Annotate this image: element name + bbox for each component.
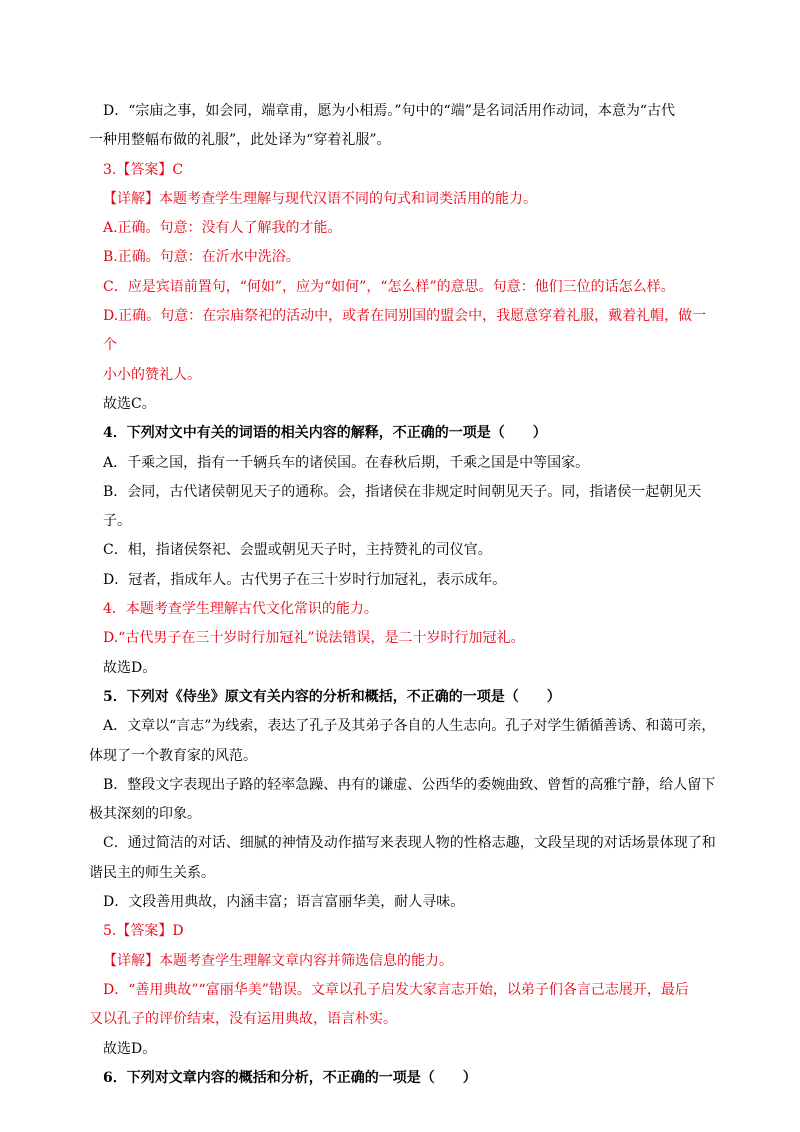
question-6: 6．下列对文章内容的概括和分析，不正确的一项是（ ） (103, 1069, 477, 1086)
option-d-line-1: D．“宗庙之事，如会同，端章甫，愿为小相焉。”句中的“端”是名词活用作动词，本意为“古代 (103, 103, 676, 119)
question-4: 4．下列对文中有关的词语的相关内容的解释，不正确的一项是（ ） (103, 425, 547, 442)
explanation-3-d-line-2: 小小的赞礼人。 (103, 366, 201, 383)
explanation-3-a: A.正确。句意：没有人了解我的才能。 (103, 220, 342, 237)
explanation-4-d: D.“古代男子在三十岁时行加冠礼”说法错误，是二十岁时行加冠礼。 (103, 630, 525, 647)
question-5-option-a-line-2: 体现了一个教育家的风范。 (89, 747, 257, 764)
conclusion-4: 故选D。 (103, 659, 157, 676)
explanation-4: 4．本题考查学生理解古代文化常识的能力。 (103, 601, 378, 618)
question-4-option-d: D．冠者，指成年人。古代男子在三十岁时行加冠礼，表示成年。 (103, 571, 507, 588)
question-4-option-b: B．会同，古代诸侯朝见天子的通称。会，指诸侯在非规定时间朝见天子。同，指诸侯一起朝见天子。 (103, 483, 702, 530)
explanation-3-d-line-1: D.正确。句意：在宗庙祭祀的活动中，或者在同别国的盟会中，我愿意穿着礼服，戴着礼帽，做一个 (103, 308, 707, 354)
conclusion-5: 故选D。 (103, 1040, 157, 1057)
explanation-3: 【详解】本题考查学生理解与现代汉语不同的句式和词类活用的能力。 (103, 190, 537, 207)
question-5-option-c-line-2: 谐民主的师生关系。 (89, 864, 215, 881)
question-5-option-d: D．文段善用典故，内涵丰富；语言富丽华美，耐人寻味。 (103, 894, 465, 911)
explanation-3-b: B.正确。句意：在沂水中洗浴。 (103, 249, 300, 266)
explanation-5: 【详解】本题考查学生理解文章内容并筛选信息的能力。 (103, 952, 453, 969)
conclusion-3: 故选C。 (103, 395, 156, 412)
explanation-5-d-line-1: D．“善用典故”“富丽华美”错误。文章以孔子启发大家言志开始，以弟子们各言己志展开，最后 (103, 981, 689, 998)
question-4-option-a: A．千乘之国，指有一千辆兵车的诸侯国。在春秋后期，千乘之国是中等国家。 (103, 454, 590, 471)
explanation-5-d-line-2: 又以孔子的评价结束，没有运用典故，语言朴实。 (89, 1011, 397, 1028)
question-5: 5．下列对《侍坐》原文有关内容的分析和概括，不正确的一项是（ ） (103, 688, 561, 705)
question-5-option-b-line-2: 极其深刻的印象。 (89, 806, 201, 823)
question-5-option-a-line-1: A．文章以“言志”为线索，表达了孔子及其弟子各自的人生志向。孔子对学生循循善诱、和蔼可亲， (103, 718, 716, 735)
answer-5: 5.【答案】D (103, 923, 184, 940)
explanation-3-c: C．应是宾语前置句，“何如”，应为“如何”，“怎么样”的意思。句意：他们三位的话怎么样。 (103, 278, 675, 295)
question-4-option-c: C．相，指诸侯祭祀、会盟或朝见天子时，主持赞礼的司仪官。 (103, 542, 492, 559)
question-5-option-b-line-1: B．整段文字表现出子路的轻率急躁、冉有的谦虚、公西华的委婉曲致、曾皙的高雅宁静，给人留下 (103, 776, 716, 793)
answer-3: 3.【答案】C (103, 161, 184, 178)
option-d-line-2: 一种用整幅布做的礼服”，此处译为“穿着礼服”。 (89, 132, 391, 149)
question-5-option-c-line-1: C．通过简洁的对话、细腻的神情及动作描写来表现人物的性格志趣，文段呈现的对话场景体现了和 (103, 835, 716, 852)
